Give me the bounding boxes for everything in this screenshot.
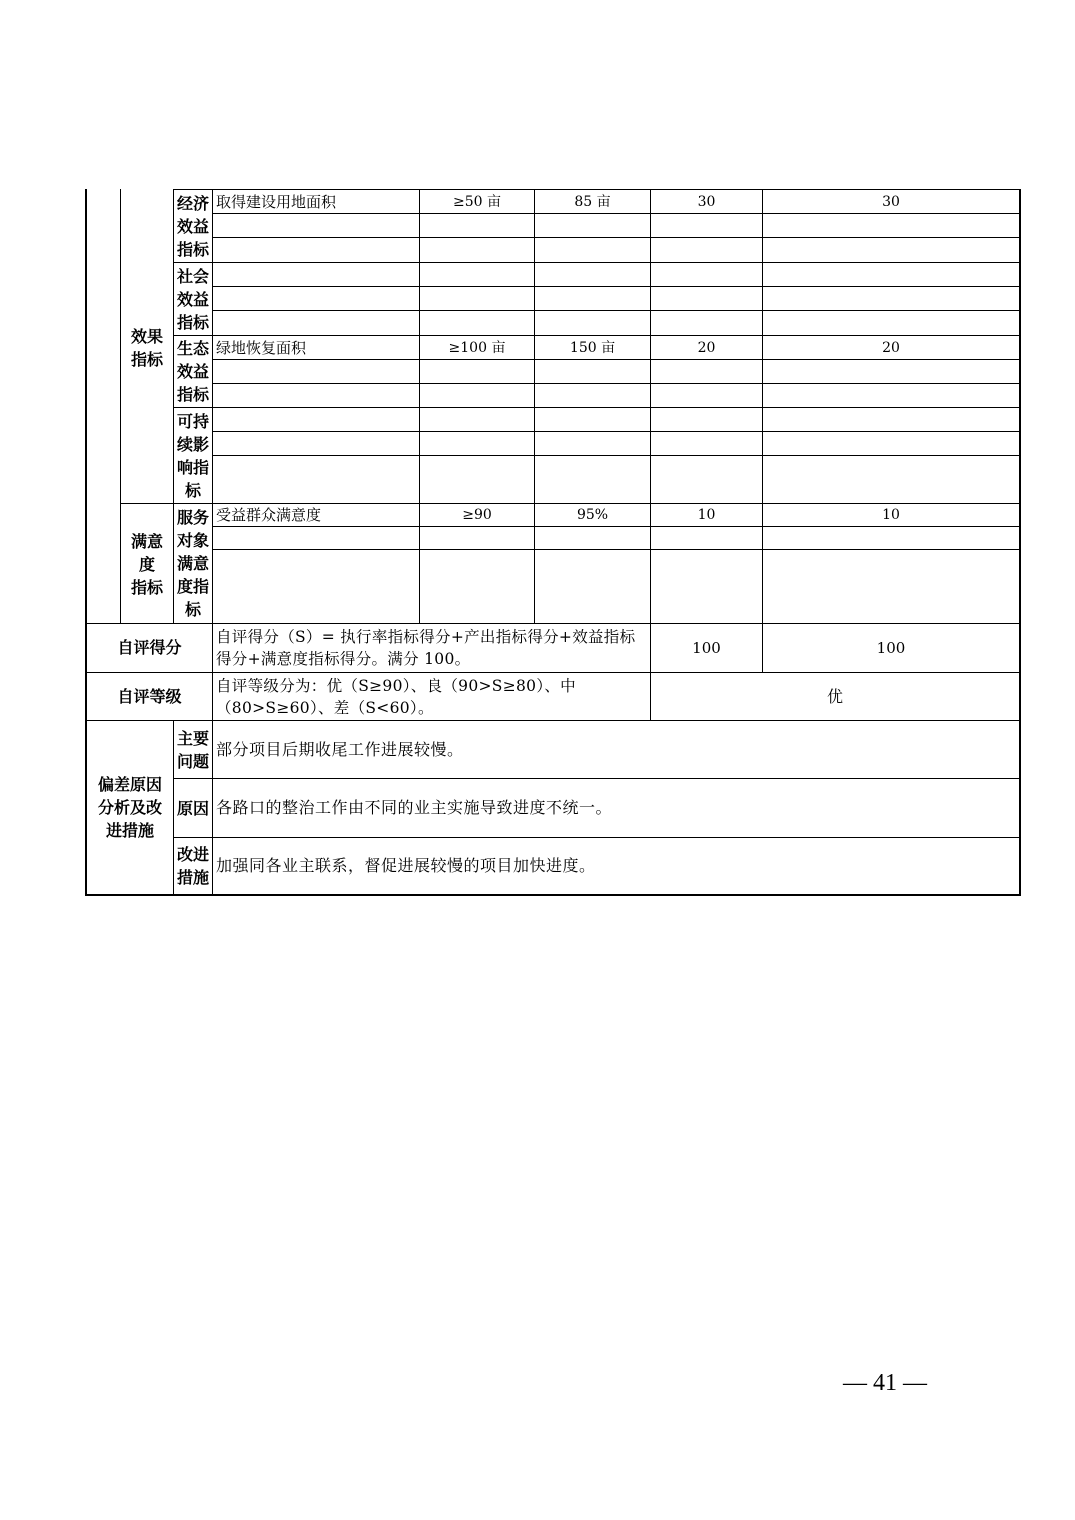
satisfaction-actual: 95% — [576, 507, 609, 523]
deviation-cause-label: 原因 — [176, 798, 209, 818]
satisfaction-indicator-name: 受益群众满意度 — [216, 506, 322, 524]
deviation-cause-text: 各路口的整治工作由不同的业主实施导致进度不统一。 — [216, 798, 613, 817]
econ-score: 30 — [882, 193, 900, 210]
page-number: — 41 — — [843, 1370, 927, 1396]
sustain-subcategory-label: 可持 续影 响指 标 — [176, 411, 209, 500]
eco-target: ≥100 亩 — [448, 339, 506, 356]
self-score-weight: 100 — [692, 639, 721, 657]
self-score-label: 自评得分 — [117, 638, 182, 657]
satisfaction-target: ≥90 — [462, 507, 492, 523]
satisfaction-subcategory-label: 服务 对象 满意 度指 标 — [176, 508, 209, 619]
self-grade-label: 自评等级 — [117, 686, 182, 706]
eco-indicator-name: 绿地恢复面积 — [216, 338, 307, 357]
econ-actual: 85 亩 — [574, 193, 611, 210]
econ-target: ≥50 亩 — [453, 193, 501, 210]
eco-subcategory-label: 生态 效益 指标 — [176, 339, 209, 404]
eco-weight: 20 — [697, 339, 716, 356]
self-grade-description: 自评等级分为：优（S≥90）、良（90>S≥80）、中（80>S≥60）、差（S<60）。 — [216, 676, 576, 717]
satisfaction-weight: 10 — [697, 507, 716, 523]
deviation-measure-text: 加强同各业主联系，督促进展较慢的项目加快进度。 — [216, 856, 596, 875]
satisfaction-category-label: 满意 度 指标 — [130, 531, 163, 597]
satisfaction-score: 10 — [882, 507, 900, 523]
self-grade-value: 优 — [826, 686, 843, 706]
social-subcategory-label: 社会 效益 指标 — [176, 266, 209, 332]
econ-weight: 30 — [697, 193, 716, 210]
eco-score: 20 — [882, 339, 900, 356]
deviation-measure-label: 改进 措施 — [176, 845, 209, 887]
eco-actual: 150 亩 — [569, 339, 616, 356]
deviation-problem-text: 部分项目后期收尾工作进展较慢。 — [216, 739, 464, 759]
econ-subcategory-label: 经济 效益 指标 — [176, 193, 209, 259]
self-score-value: 100 — [876, 639, 906, 657]
deviation-problem-label: 主要 问题 — [176, 728, 209, 771]
econ-indicator-name: 取得建设用地面积 — [216, 192, 337, 211]
effect-category-label: 效果 指标 — [130, 327, 163, 369]
deviation-label: 偏差原因 分析及改 进措施 — [97, 775, 162, 840]
self-score-description: 自评得分（S）= 执行率指标得分+产出指标得分+效益指标得分+满意度指标得分。满分 100。 — [216, 628, 636, 668]
